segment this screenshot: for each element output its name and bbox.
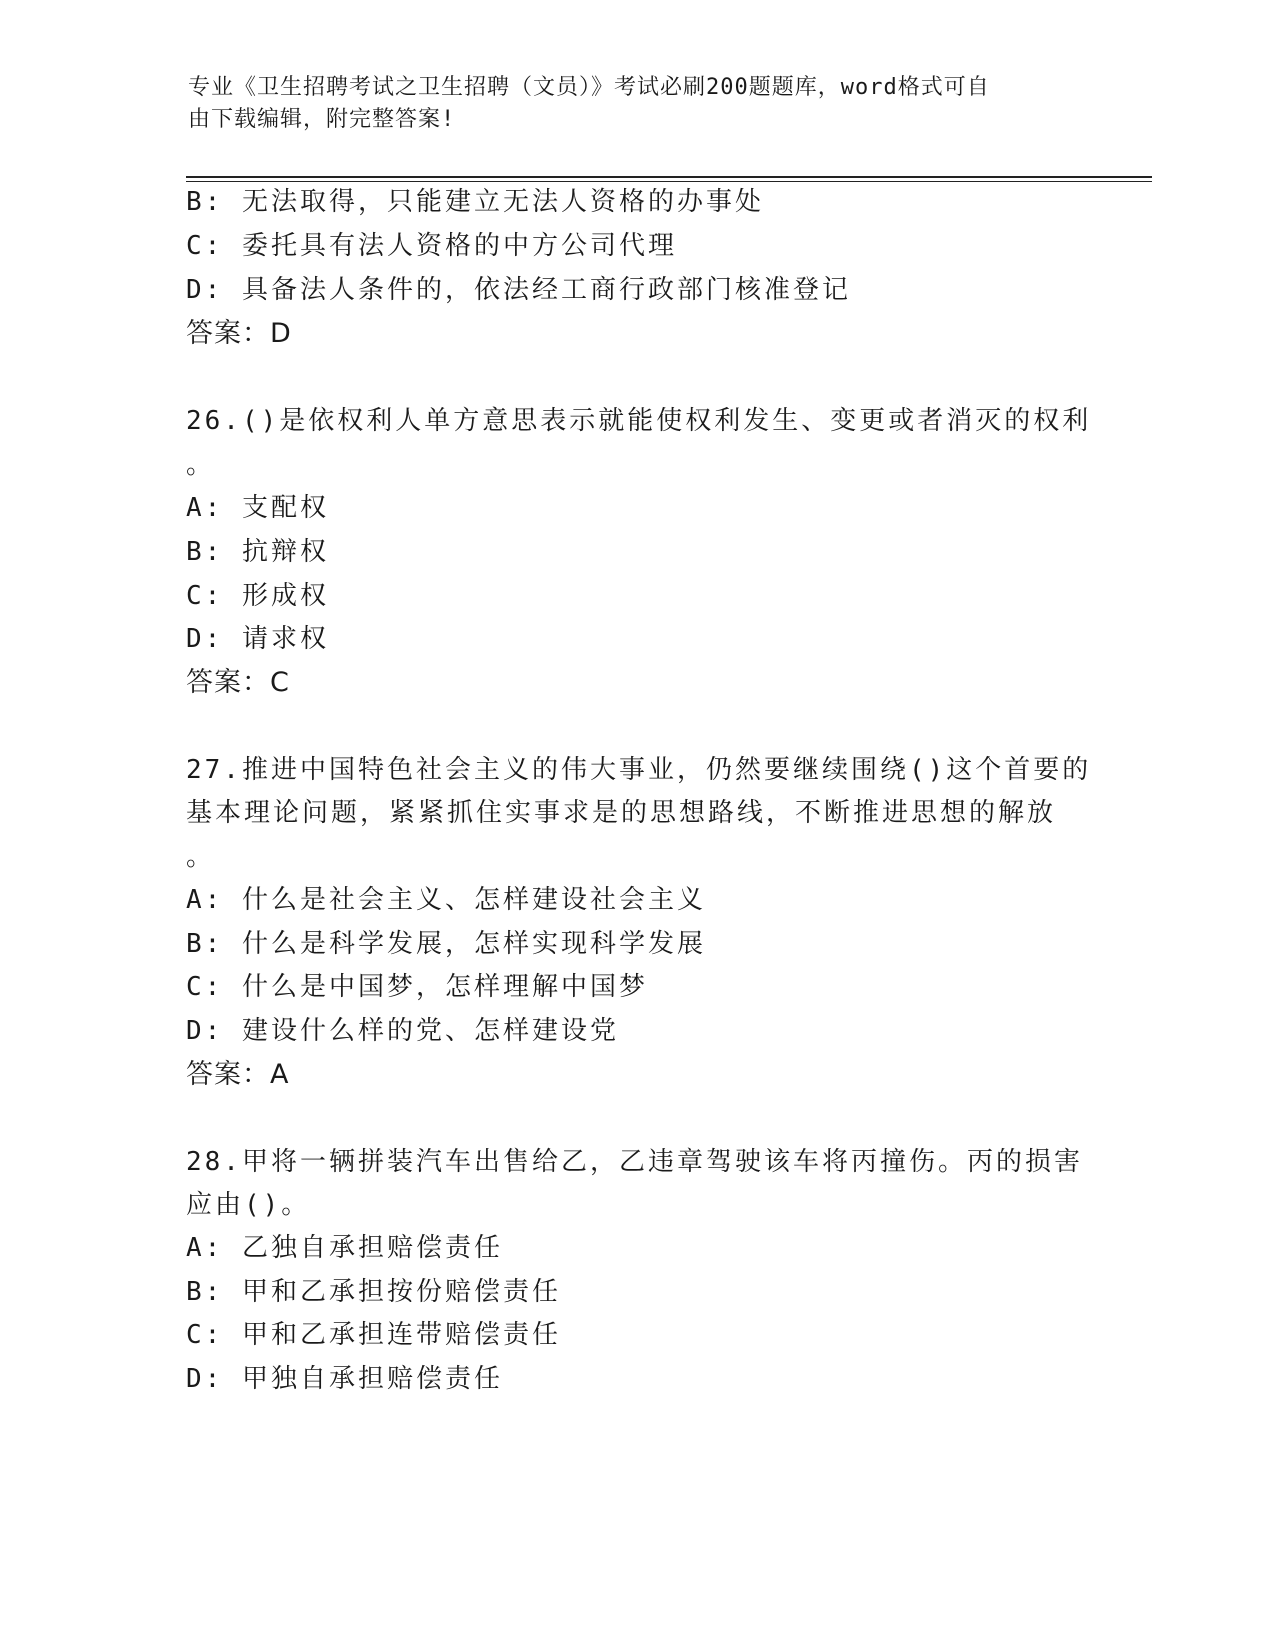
q26-option-b: B: 抗辩权 <box>186 537 329 567</box>
q27-option-d: D: 建设什么样的党、怎样建设党 <box>186 1016 619 1046</box>
header-line-2: 由下载编辑，附完整答案! <box>188 107 456 132</box>
q28-option-d: D: 甲独自承担赔偿责任 <box>186 1364 503 1394</box>
q26-option-a: A: 支配权 <box>186 493 329 523</box>
q28-option-b: B: 甲和乙承担按份赔偿责任 <box>186 1277 561 1307</box>
q26-option-c: C: 形成权 <box>186 581 329 611</box>
q25-answer: 答案：D <box>186 318 292 349</box>
q28-option-a: A: 乙独自承担赔偿责任 <box>186 1233 503 1263</box>
q27-stem-line-1: 27.推进中国特色社会主义的伟大事业，仍然要继续围绕()这个首要的 <box>186 755 1092 785</box>
q26-stem-line-2: 。 <box>186 450 216 480</box>
document-header <box>188 72 1068 136</box>
q28-option-c: C: 甲和乙承担连带赔偿责任 <box>186 1320 561 1350</box>
q25-option-d: D: 具备法人条件的，依法经工商行政部门核准登记 <box>186 275 851 305</box>
q27-stem-line-3: 。 <box>186 842 216 872</box>
header-line-1: 专业《卫生招聘考试之卫生招聘（文员）》考试必刷200题题库，word格式可自 <box>188 75 990 100</box>
q26-answer: 答案：C <box>186 667 290 698</box>
header-divider <box>186 176 1152 182</box>
q27-option-b: B: 什么是科学发展，怎样实现科学发展 <box>186 929 706 959</box>
q27-answer: 答案：A <box>186 1059 290 1090</box>
q25-option-c: C: 委托具有法人资格的中方公司代理 <box>186 231 677 261</box>
q28-stem-line-2: 应由()。 <box>186 1190 311 1220</box>
q26-stem-line-1: 26.()是依权利人单方意思表示就能使权利发生、变更或者消灭的权利 <box>186 406 1092 436</box>
q25-option-b: B: 无法取得，只能建立无法人资格的办事处 <box>186 187 764 217</box>
q28-stem-line-1: 28.甲将一辆拼装汽车出售给乙，乙违章驾驶该车将丙撞伤。丙的损害 <box>186 1147 1083 1177</box>
q27-option-c: C: 什么是中国梦，怎样理解中国梦 <box>186 972 648 1002</box>
q27-option-a: A: 什么是社会主义、怎样建设社会主义 <box>186 885 706 915</box>
q27-stem-line-2: 基本理论问题，紧紧抓住实事求是的思想路线，不断推进思想的解放 <box>186 798 1057 828</box>
q26-option-d: D: 请求权 <box>186 624 329 654</box>
